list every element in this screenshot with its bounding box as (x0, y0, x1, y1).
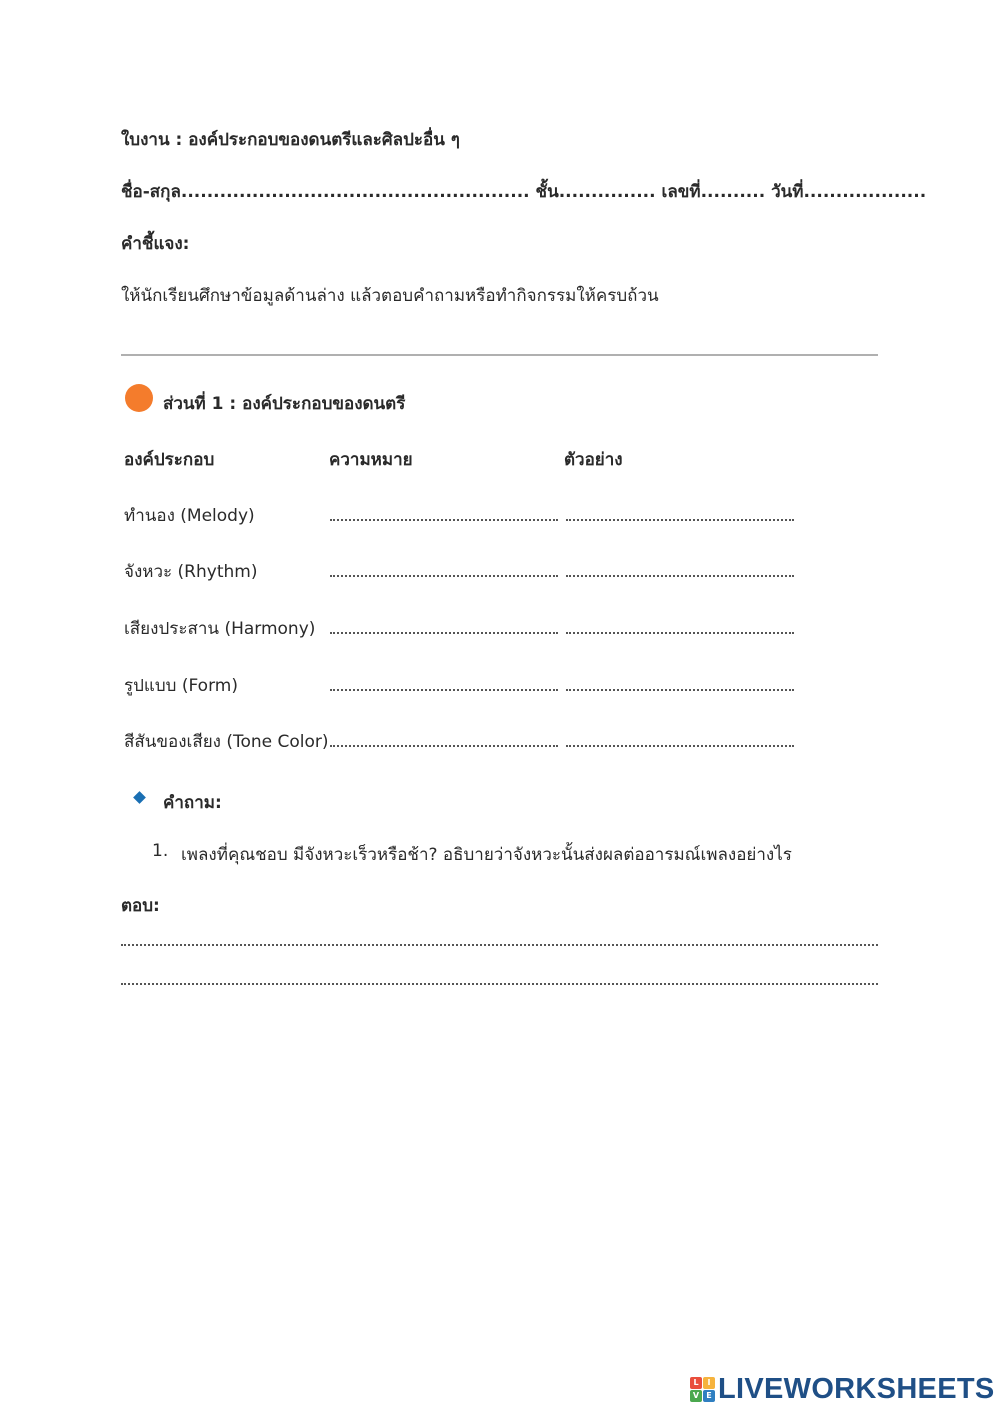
question-text: เพลงที่คุณชอบ มีจังหวะเร็วหรือช้า? อธิบายว่าจังหวะนั้นส่งผลต่ออารมณ์เพลงอย่างไร (181, 845, 792, 865)
logo-text: LIVEWORKSHEETS (718, 1372, 995, 1405)
answer-label: ตอบ: (121, 896, 160, 916)
instructions-text: ให้นักเรียนศึกษาข้อมูลด้านล่าง แล้วตอบคำถามหรือทำกิจกรรมให้ครบถ้วน (121, 286, 659, 306)
example-blank[interactable] (566, 519, 794, 521)
meaning-blank[interactable] (330, 575, 558, 577)
logo-block: I (703, 1377, 715, 1389)
name-label: ชื่อ-สกุล (121, 182, 181, 202)
table-header-element: องค์ประกอบ (124, 450, 215, 470)
logo-block: L (690, 1377, 702, 1389)
table-header-meaning: ความหมาย (329, 450, 413, 470)
logo-block: V (690, 1390, 702, 1402)
table-row-element: สีสันของเสียง (Tone Color) (124, 732, 329, 752)
grade-label: ชั้น (535, 182, 559, 202)
grade-blank[interactable]: ............... (558, 182, 656, 202)
student-info-line (121, 178, 926, 205)
table-row-element: เสียงประสาน (Harmony) (124, 619, 316, 639)
question-number: 1. (152, 841, 169, 861)
meaning-blank[interactable] (330, 632, 558, 634)
number-label: เลขที่ (661, 182, 701, 202)
meaning-blank[interactable] (330, 745, 558, 747)
number-blank[interactable]: .......... (700, 182, 766, 202)
answer-line[interactable] (121, 983, 878, 985)
meaning-blank[interactable] (330, 519, 558, 521)
name-blank[interactable]: ...................................................... (180, 182, 530, 202)
logo-block: E (703, 1390, 715, 1402)
table-row-element: รูปแบบ (Form) (124, 676, 238, 696)
date-label: วันที่ (771, 182, 804, 202)
worksheet-title: ใบงาน : องค์ประกอบของดนตรีและศิลปะอื่น ๆ (121, 130, 460, 150)
instructions-heading: คำชี้แจง: (121, 234, 190, 254)
date-blank[interactable]: ................... (803, 182, 927, 202)
diamond-icon (133, 791, 146, 804)
section-divider (121, 354, 878, 356)
meaning-blank[interactable] (330, 689, 558, 691)
example-blank[interactable] (566, 745, 794, 747)
answer-line[interactable] (121, 944, 878, 946)
section-bullet-icon (125, 384, 153, 412)
table-row-element: ทำนอง (Melody) (124, 506, 255, 526)
table-row-element: จังหวะ (Rhythm) (124, 562, 258, 582)
example-blank[interactable] (566, 575, 794, 577)
liveworksheets-logo[interactable] (690, 1372, 995, 1406)
section-heading: ส่วนที่ 1 : องค์ประกอบของดนตรี (163, 394, 406, 414)
questions-heading: คำถาม: (163, 793, 222, 813)
example-blank[interactable] (566, 689, 794, 691)
table-header-example: ตัวอย่าง (564, 450, 623, 470)
logo-blocks-icon (690, 1377, 715, 1402)
example-blank[interactable] (566, 632, 794, 634)
